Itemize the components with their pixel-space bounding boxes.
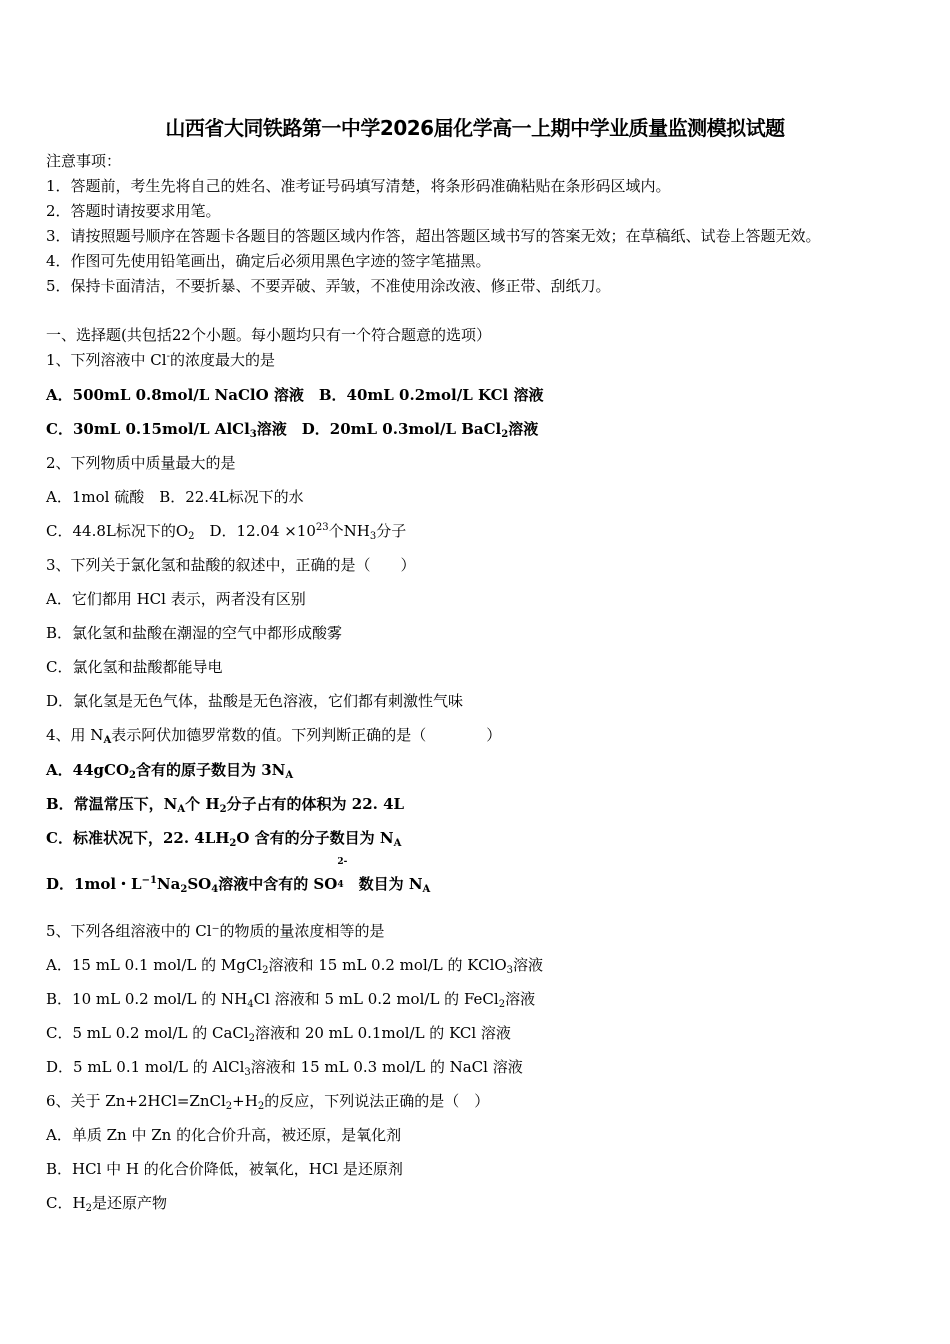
question-5-option-c: C．5 mL 0.2 mol/L 的 CaCl$_2$溶液和 20 mL 0.1mol/L 的 KCl 溶液 — [46, 1024, 511, 1044]
question-6-option-a: A．单质 Zn 中 Zn 的化合价升高，被还原，是氧化剂 — [46, 1126, 402, 1144]
question-6-option-b: B．HCl 中 H 的化合价降低，被氧化，HCl 是还原剂 — [46, 1160, 403, 1178]
question-2-options-cd: C．44.8L标况下的$O_2$ D．$12.04 \times 10^{23}$个$NH_3$分子 — [46, 522, 407, 542]
section-heading: 一、选择题(共包括22个小题。每小题均只有一个符合题意的选项） — [46, 326, 491, 344]
page-title: 山西省大同铁路第一中学2026届化学高一上期中学业质量监测模拟试题 — [165, 116, 785, 140]
question-3-option-a: A．它们都用 HCl 表示，两者没有区别 — [46, 590, 306, 608]
notice-heading: 注意事项： — [46, 152, 122, 170]
question-4-option-d: D．1mol・$L^{-1}Na_2SO_4$溶液中含有的 SO 2- 4 数目为 $N_A$ — [46, 857, 431, 895]
notice-item: 4．作图可先使用铅笔画出，确定后必须用黑色字迹的签字笔描黑。 — [46, 252, 491, 270]
question-3-stem: 3、下列关于氯化氢和盐酸的叙述中，正确的是（ ） — [46, 556, 416, 574]
notice-item: 2．答题时请按要求用笔。 — [46, 202, 221, 220]
question-3-option-c: C．氯化氢和盐酸都能导电 — [46, 658, 223, 676]
notice-item: 5．保持卡面清洁，不要折暴、不要弄破、弄皱，不准使用涂改液、修正带、刮纸刀。 — [46, 277, 611, 295]
question-4-option-b: B．常温常压下，$N_A$个 $H_2$分子占有的体积为 22. 4L — [46, 795, 405, 815]
question-4-option-a: A．44gCO$_2$含有的原子数目为 $3N_A$ — [46, 761, 294, 781]
question-1-options-cd: C．30mL 0.15mol/L AlCl$_3$溶液 D．20mL 0.3mol/L BaCl$_2$溶液 — [46, 420, 539, 440]
question-4-stem: 4、用 $N_A$表示阿伏加德罗常数的值。下列判断正确的是（ ） — [46, 726, 502, 746]
notice-item: 3．请按照题号顺序在答题卡各题目的答题区域内作答，超出答题区域书写的答案无效；在草稿纸、试卷上答题无效。 — [46, 227, 821, 245]
question-1-options-ab: A．500mL 0.8mol/L NaClO 溶液 B．40mL 0.2mol/L KCl 溶液 — [46, 386, 544, 404]
question-2-stem: 2、下列物质中质量最大的是 — [46, 454, 236, 472]
question-6-option-c: C．$H_2$是还原产物 — [46, 1194, 167, 1214]
question-3-option-d: D．氯化氢是无色气体，盐酸是无色溶液，它们都有刺激性气味 — [46, 692, 464, 710]
question-5-option-b: B．10 mL 0.2 mol/L 的 $NH_4Cl$ 溶液和 5 mL 0.2 mol/L 的 FeCl$_2$溶液 — [46, 990, 536, 1010]
question-3-option-b: B．氯化氢和盐酸在潮湿的空气中都形成酸雾 — [46, 624, 343, 642]
question-5-stem: 5、下列各组溶液中的 Cl⁻的物质的量浓度相等的是 — [46, 922, 385, 940]
question-4-option-c: C．标准状况下，22. $4LH_2O$ 含有的分子数目为 $N_A$ — [46, 829, 402, 849]
question-6-stem: 6、关于 $Zn+2HCl=ZnCl_2+H_2$的反应，下列说法正确的是（ ） — [46, 1092, 490, 1112]
question-5-option-d: D．5 mL 0.1 mol/L 的 AlCl$_3$溶液和 15 mL 0.3 mol/L 的 NaCl 溶液 — [46, 1058, 523, 1078]
question-5-option-a: A．15 mL 0.1 mol/L 的 MgCl$_2$溶液和 15 mL 0.2 mol/L 的 KClO$_3$溶液 — [46, 956, 544, 976]
question-2-options-ab: A．1mol 硫酸 B．22.4L标况下的水 — [46, 488, 304, 506]
question-1-stem: 1、下列溶液中 Cl-的浓度最大的是 — [46, 351, 275, 369]
notice-item: 1．答题前，考生先将自己的姓名、准考证号码填写清楚，将条形码准确粘贴在条形码区域内。 — [46, 177, 671, 195]
